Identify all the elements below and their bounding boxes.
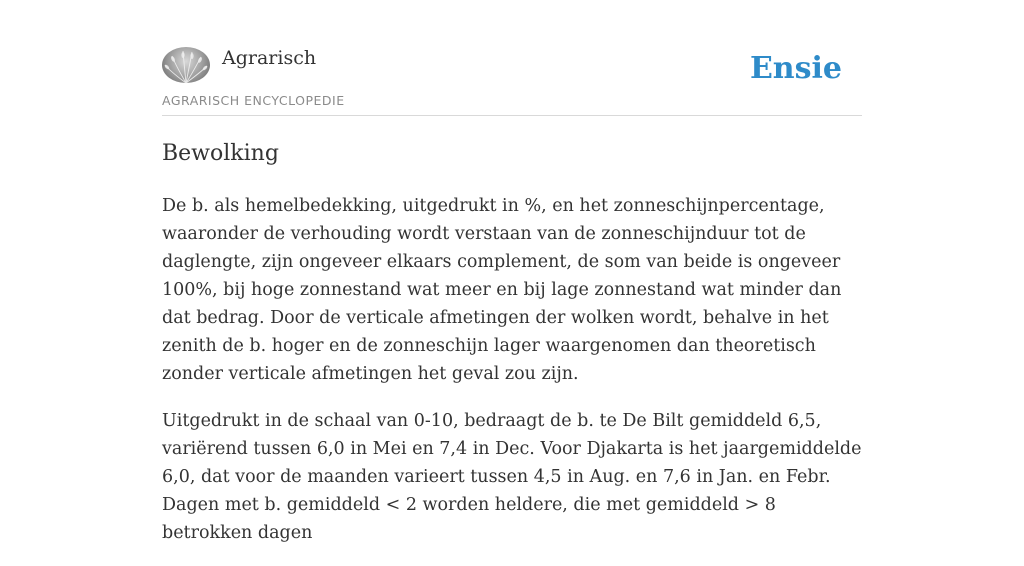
source-name-link[interactable]: Agrarisch [222, 47, 317, 69]
wheat-icon [162, 47, 210, 83]
article-title: Bewolking [162, 141, 279, 166]
header [162, 0, 862, 116]
article-body [162, 192, 866, 566]
brand-logo-link[interactable]: Ensie [749, 51, 842, 86]
content-container [162, 0, 862, 543]
article-paragraph: Uitgedrukt in de schaal van 0-10, bedraagt de b. te De Bilt gemiddeld 6,5, variërend tussen 6,0 in Mei en 7,4 in Dec. Voor Djakarta is het jaargemiddelde 6,0, dat voor de maanden varieert tussen 4,5 in Aug. en 7,6 in Jan. en Febr. Dagen met b. gemiddeld < 2 worden heldere, die met gemiddeld > 8 betrokken dagen [162, 411, 862, 543]
source-avatar[interactable] [162, 47, 210, 83]
article-paragraph: De b. als hemelbedekking, uitgedrukt in %, en het zonneschijnpercentage, waaronder de verhouding wordt verstaan van de zonneschijnduur tot de daglengte, zijn ongeveer elkaars complement, de som van beide is ongeveer 100%, bij hoge zonnestand wat meer en bij lage zonnestand wat minder dan dat bedrag. Door de verticale afmetingen der wolken wordt, behalve in het zenith de b. hoger en de zonneschijn lager waargenomen dan theoretisch zonder verticale afmetingen het geval zou zijn. [162, 196, 842, 384]
category-label: AGRARISCH ENCYCLOPEDIE [162, 93, 345, 108]
